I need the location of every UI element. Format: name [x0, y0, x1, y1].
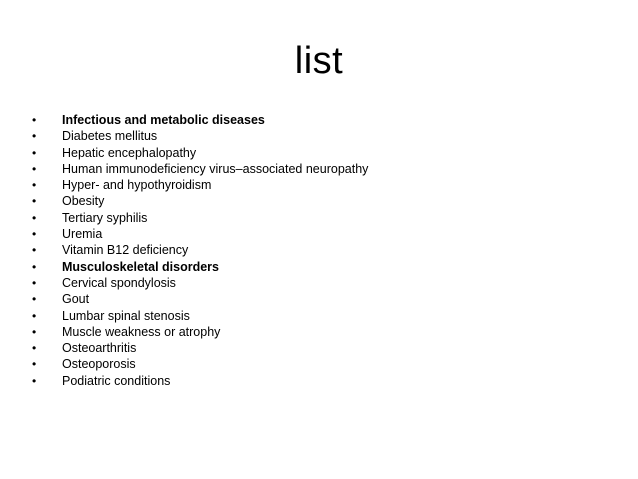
- list-item-label: Osteoporosis: [62, 357, 136, 372]
- bullet-marker: •: [32, 324, 37, 339]
- list-item: [32, 242, 368, 258]
- list-item: [32, 226, 368, 242]
- list-item-label: Tertiary syphilis: [62, 210, 148, 225]
- list-item: [32, 210, 368, 226]
- list-item: [32, 291, 368, 307]
- list-item: [32, 128, 368, 144]
- bullet-marker: •: [32, 275, 37, 290]
- list-item-label: Infectious and metabolic diseases: [62, 113, 265, 127]
- bullet-marker: •: [32, 373, 37, 388]
- bullet-marker: •: [32, 210, 37, 225]
- list-item-label: Hyper- and hypothyroidism: [62, 178, 212, 193]
- list-item-label: Gout: [62, 292, 90, 307]
- list-item: [32, 340, 368, 356]
- list-item-label: Vitamin B12 deficiency: [62, 243, 189, 258]
- list-item-label: Muscle weakness or atrophy: [62, 324, 221, 339]
- bullet-marker: •: [32, 129, 37, 144]
- list-item-label: Osteoarthritis: [62, 341, 137, 356]
- list-item-label: Diabetes mellitus: [62, 129, 158, 144]
- list-item: [32, 356, 368, 372]
- list-item: [32, 161, 368, 177]
- list-item: [32, 145, 368, 161]
- list-item-label: Uremia: [62, 227, 103, 242]
- bullet-marker: •: [32, 227, 37, 242]
- bullet-list: [32, 112, 368, 389]
- list-item-label: Podiatric conditions: [62, 373, 171, 388]
- list-item-label: Lumbar spinal stenosis: [62, 308, 190, 323]
- bullet-marker: •: [32, 243, 37, 258]
- bullet-marker: •: [32, 113, 37, 127]
- slide-title: list: [294, 40, 344, 82]
- list-item-label: Musculoskeletal disorders: [62, 259, 220, 274]
- list-item-label: Cervical spondylosis: [62, 275, 176, 290]
- bullet-marker: •: [32, 178, 37, 193]
- list-item: [32, 193, 368, 209]
- list-item: [32, 373, 368, 389]
- list-item: [32, 275, 368, 291]
- list-item: [32, 177, 368, 193]
- list-section-heading: [32, 112, 368, 128]
- list-item-label: Hepatic encephalopathy: [62, 145, 197, 160]
- bullet-marker: •: [32, 357, 37, 372]
- list-item: [32, 324, 368, 340]
- bullet-marker: •: [32, 341, 37, 356]
- bullet-marker: •: [32, 292, 37, 307]
- bullet-marker: •: [32, 145, 37, 160]
- list-item-label: Human immunodeficiency virus–associated neuropathy: [62, 161, 369, 176]
- list-item: [32, 308, 368, 324]
- bullet-marker: •: [32, 161, 37, 176]
- list-item-label: Obesity: [62, 194, 105, 209]
- bullet-marker: •: [32, 194, 37, 209]
- bullet-marker: •: [32, 308, 37, 323]
- bullet-marker: •: [32, 259, 37, 274]
- list-section-heading: [32, 259, 368, 275]
